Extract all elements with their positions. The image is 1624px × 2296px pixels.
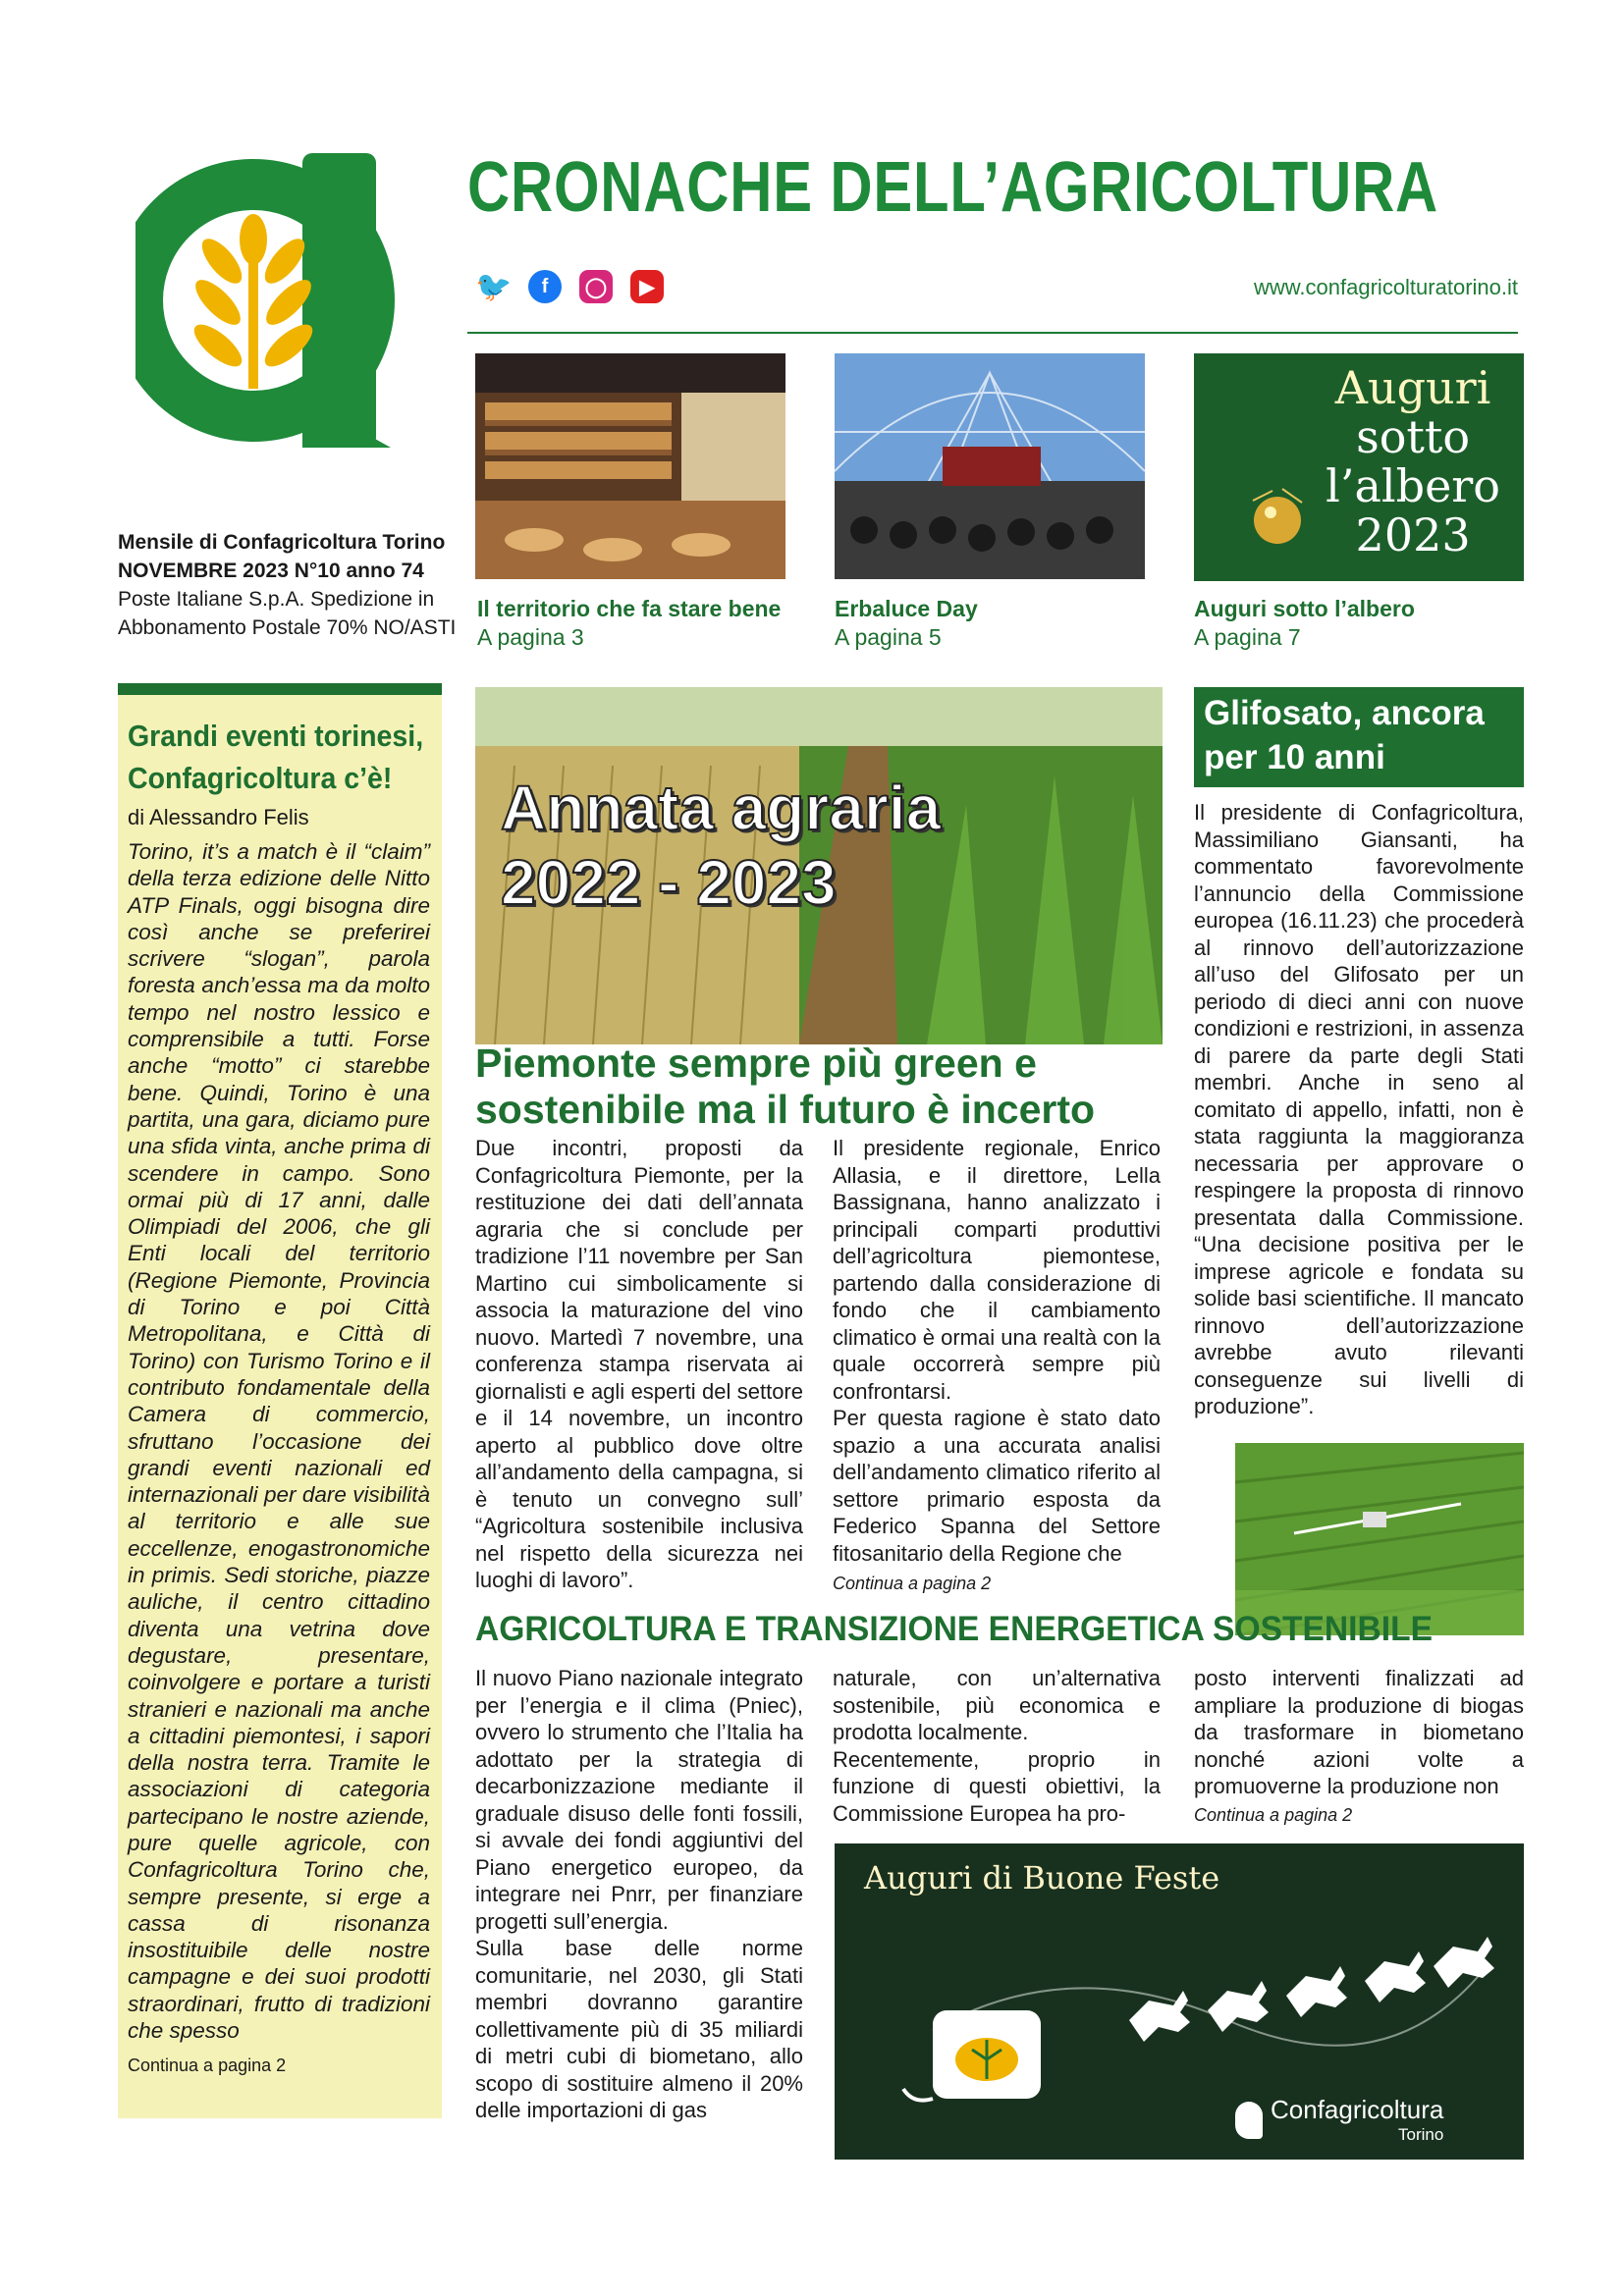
- lead-col-2: [833, 1135, 1161, 1598]
- hero-title-line1: Annata agraria: [501, 773, 942, 843]
- bakery-photo[interactable]: [475, 353, 785, 579]
- energy-section-title: AGRICOLTURA E TRANSIZIONE ENERGETICA SOSTENIBILE: [475, 1610, 1434, 1648]
- confagricoltura-logo-icon: [1235, 2102, 1263, 2139]
- energy-col-2a: naturale, con un’alternativa sostenibile, più economica e prodotta localmente.: [833, 1666, 1161, 1744]
- sidebar-title-line2: Confagricoltura c’è!: [128, 761, 393, 795]
- sidebar-title: [128, 715, 435, 799]
- auguri-line2: sotto: [1356, 410, 1471, 463]
- sidebar-article: [118, 683, 442, 2118]
- glifosato-title-line2: per 10 anni: [1204, 738, 1385, 776]
- auguri-line1: Auguri: [1334, 361, 1491, 414]
- teaser-1-title: Il territorio che fa stare bene: [477, 596, 782, 621]
- auguri-line3: l’albero: [1326, 459, 1500, 512]
- info-line1: Mensile di Confagricoltura Torino: [118, 531, 446, 554]
- energy-col-3-text: posto interventi finalizzati ad ampliare la produzione di biogas da trasformare in biometano nonché azioni volte a promuoverne la produzione non: [1194, 1666, 1524, 1798]
- energy-col-1a: Il nuovo Piano nazionale integrato per l’energia e il clima (Pniec), ovvero lo strumento che l’Italia ha adottato per la strategia di decarbonizzazione mediante il graduale disuso delle fonti fossili, si avvale dei fondi aggiuntivi del Piano energetico europeo, da integrare nei Pnrr, per finanziare progetti sull’energia.: [475, 1666, 803, 1934]
- energy-col-3: [1194, 1665, 1524, 1829]
- energy-col-1: [475, 1665, 803, 2124]
- website-url[interactable]: www.confagricolturatorino.it: [1253, 275, 1518, 299]
- auguri-line4: 2023: [1355, 508, 1471, 561]
- teaser-2[interactable]: [835, 595, 978, 652]
- erbaluce-day-photo[interactable]: [835, 353, 1145, 579]
- teaser-2-page: A pagina 5: [835, 624, 942, 650]
- energy-col-1b: Sulla base delle norme comunitarie, nel 2030, gli Stati membri dovranno garantire collettivamente più di 35 miliardi di metri cubi di biometano, allo scopo di sostituire almeno il 20% delle importazioni di gas: [475, 1936, 803, 2122]
- energy-col-2: [833, 1665, 1161, 1827]
- lead-headline-line1: Piemonte sempre più green e: [475, 1041, 1037, 1086]
- sidebar-title-line1: Grandi eventi torinesi,: [128, 719, 424, 753]
- teaser-2-title: Erbaluce Day: [835, 596, 978, 621]
- greetings-banner: [835, 1843, 1524, 2160]
- hero-title-line2: 2022 - 2023: [501, 847, 837, 918]
- greetings-brand: [1235, 2095, 1443, 2145]
- lead-headline: [475, 1041, 1182, 1133]
- info-line4: Abbonamento Postale 70% NO/ASTI: [118, 616, 457, 639]
- twitter-icon[interactable]: 🐦: [475, 270, 513, 303]
- info-line3: Poste Italiane S.p.A. Spedizione in: [118, 588, 435, 611]
- teaser-3-title: Auguri sotto l’albero: [1194, 596, 1415, 621]
- masthead-rule: [467, 332, 1518, 334]
- greetings-brand-name: Confagricoltura: [1271, 2095, 1444, 2124]
- energy-continue[interactable]: Continua a pagina 2: [1194, 1804, 1353, 1825]
- info-line2: NOVEMBRE 2023 N°10 anno 74: [118, 560, 424, 582]
- masthead-info: [118, 528, 456, 642]
- lead-col-2b: Per questa ragione è stato dato spazio a una accurata analisi dell’andamento climatico riferito al settore primario esposta da Federico Spanna del Settore fitosanitario della Regione che: [833, 1406, 1161, 1566]
- teaser-1-page: A pagina 3: [477, 624, 584, 650]
- christmas-ornament-icon: [1243, 481, 1312, 555]
- greetings-brand-sub: Torino: [1398, 2125, 1444, 2144]
- masthead-title: CRONACHE DELL’AGRICOLTURA: [467, 148, 1439, 227]
- instagram-icon[interactable]: ◯: [579, 270, 613, 303]
- sidebar-continue[interactable]: Continua a pagina 2: [128, 2056, 287, 2076]
- youtube-icon[interactable]: ▶: [630, 270, 664, 303]
- tractor-field-photo: [1235, 1443, 1524, 1635]
- greetings-title: Auguri di Buone Feste: [864, 1859, 1220, 1896]
- hero-title: [501, 771, 941, 920]
- teaser-1[interactable]: [477, 595, 781, 652]
- reindeer-sleigh-icon: [874, 1912, 1502, 2113]
- teaser-3-page: A pagina 7: [1194, 624, 1301, 650]
- auguri-banner[interactable]: [1194, 353, 1524, 581]
- energy-col-2b: Recentemente, proprio in funzione di questi obiettivi, la Commissione Europea ha pro-: [833, 1746, 1161, 1826]
- lead-headline-line2: sostenibile ma il futuro è incerto: [475, 1087, 1096, 1132]
- social-icons: [477, 270, 664, 303]
- sidebar-author: di Alessandro Felis: [128, 805, 309, 829]
- facebook-icon[interactable]: f: [528, 270, 562, 303]
- glifosato-body: Il presidente di Confagricoltura, Massimiliano Giansanti, ha commentato favorevolmente l’annuncio della Commissione europea (16.11.23) che procederà al rinnovo dell’autorizzazione all’uso del Glifosato per un periodo di dieci anni con nuove condizioni e restrizioni, in assenza di parere da parte degli Stati membri. Anche in seno al comitato di appello, infatti, non è stata raggiunta la maggioranza necessaria per approvare o respingere la proposta di rinnovo presentata dalla Commissione. “Una decisione positiva per le imprese agricole e fondata su solide basi scientifiche. Il mancato rinnovo dell’autorizzazione avrebbe avuto rilevanti conseguenze sui livelli di produzione”.: [1194, 800, 1524, 1418]
- sidebar-body: Torino, it’s a match è il “claim” della terza edizione delle Nitto ATP Finals, oggi bisogna dire così anche se preferirei scrivere “slogan”, parola foresta anch’essa ma da molto tempo nel nostro lessico e comprensibile a tutti. Forse anche “motto” ci starebbe bene. Quindi, Torino è una partita, una gara, diciamo pure una sfida vinta, anche prima di scendere in campo. Sono ormai più di 17 anni, dalle Olimpiadi del 2006, che gli Enti locali del territorio (Regione Piemonte, Provincia di Torino e poi Città Metropolitana, e Città di Torino) con Turismo Torino e il contributo fondamentale della Camera di commercio, sfruttano l’occasione dei grandi eventi nazionali ed internazionali per dare visibilità al territorio e alle sue eccellenze, enogastronomiche in primis. Sedi storiche, piazze auliche, il centro cittadino diventa una vetrina dove degustare, presentare, coinvolgere e portare a turisti stranieri e nazionali ma anche a cittadini piemontesi, i sapori della nostra terra. Tramite le associazioni di categoria partecipano le nostre aziende, pure quelle agricole, con Confagricoltura Torino che, sempre presente, si erge a cassa di risonanza insostituibile delle nostre campagne e dei suoi prodotti straordinari, frutto di tradizioni che spesso: [128, 839, 430, 2044]
- glifosato-title: [1194, 687, 1524, 787]
- lead-col-1: Due incontri, proposti da Confagricoltura Piemonte, per la restituzione dei dati dell’annata agraria che si conclude per tradizione l’11 novembre per San Martino cui simbolicamente si associa la maturazione del vino nuovo. Martedì 7 novembre, una conferenza stampa riservata ai giornalisti e agli esperti del settore e il 14 novembre, un incontro aperto al pubblico dove oltre all’andamento della campagna, si è tenuto un convegno sull’ “Agricoltura sostenibile inclusiva nel rispetto della sicurezza nei luoghi di lavoro”.: [475, 1136, 803, 1592]
- teaser-3[interactable]: [1194, 595, 1415, 652]
- lead-col-2a: Il presidente regionale, Enrico Allasia, e il direttore, Lella Bassignana, hanno analizzato i principali comparti produttivi dell’agricoltura piemontese, partendo dalla considerazione di fondo che il cambiamento climatico è ormai una realtà con la quale occorrerà sempre più confrontarsi.: [833, 1136, 1161, 1404]
- glifosato-title-line1: Glifosato, ancora: [1204, 694, 1485, 732]
- confagricoltura-logo: [135, 153, 430, 448]
- lead-continue[interactable]: Continua a pagina 2: [833, 1574, 992, 1593]
